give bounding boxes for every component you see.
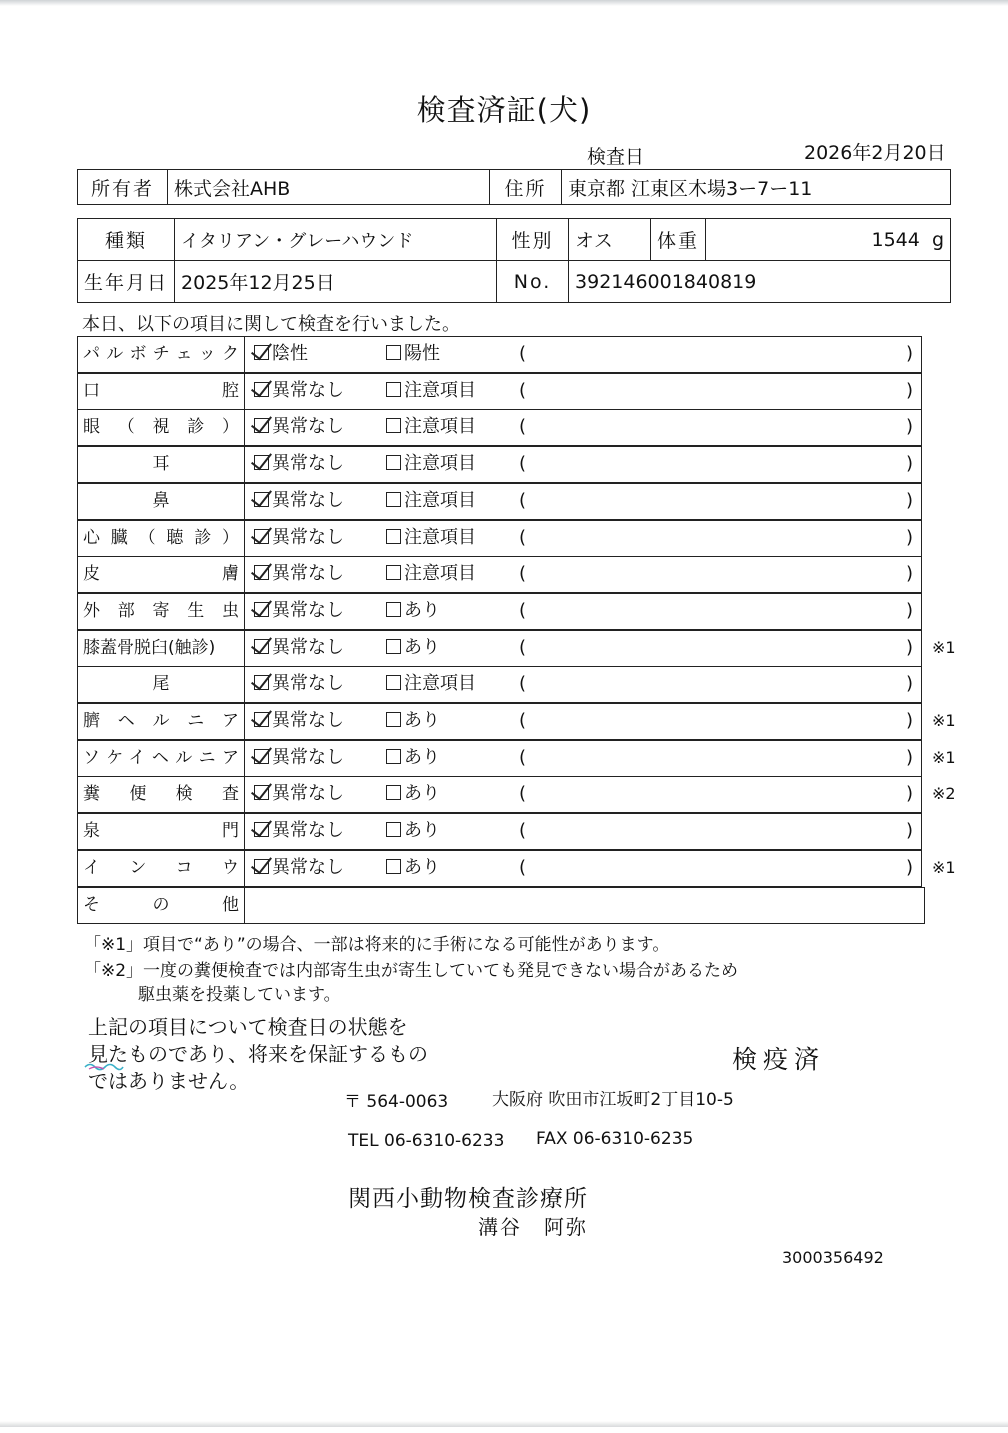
exam-item-name: 心臓（聴診） [78,521,245,556]
footnote-marker: ※1 [932,711,956,730]
exam-item-row [77,776,956,813]
remark-open-paren: ( [519,526,527,548]
address-value: 東京都 江東区木場3ー7ー11 [562,170,951,205]
checkbox-icon[interactable] [386,859,401,874]
checkbox-icon[interactable] [386,565,401,580]
exam-item-row [77,593,922,630]
option-normal[interactable] [254,594,344,628]
exam-item-row [77,373,922,410]
exam-item-name: 鼻 [78,484,245,519]
option-normal-label: 異常なし [272,636,344,658]
checkbox-icon[interactable] [386,345,401,360]
sex-label: 性別 [497,219,569,261]
footnote-2a: 「※2」一度の糞便検査では内部寄生虫が寄生していても発見できない場合があるため [84,961,739,981]
option-abnormal[interactable] [386,667,476,701]
option-normal-label: 異常なし [272,746,344,768]
checkbox-icon[interactable] [386,785,401,800]
footnote-2b: 駆虫薬を投薬しています。 [138,985,341,1005]
option-normal-label: 異常なし [272,453,344,475]
remark-open-paren: ( [519,636,527,658]
no-label: No. [497,261,569,303]
remark-close-paren: ) [905,856,913,878]
exam-item-row [77,446,922,483]
exam-item-row [77,556,922,593]
exam-item-name: 膝蓋骨脱臼(触診) [78,631,245,666]
option-normal[interactable] [254,777,344,811]
remark-open-paren: ( [519,453,527,475]
option-normal-label: 異常なし [272,783,344,805]
checkbox-icon[interactable] [386,822,401,837]
birth-label: 生年月日 [78,261,175,303]
option-normal-label: 異常なし [272,526,344,548]
option-abnormal-label: 陽性 [404,343,440,364]
exam-item-row [77,703,956,740]
remark-close-paren: ) [905,783,913,805]
option-normal-label: 異常なし [272,820,344,842]
remark-open-paren: ( [519,599,527,621]
no-value: 392146001840819 [569,261,951,303]
option-normal-label: 異常なし [272,856,344,878]
footnote-marker: ※1 [932,637,956,657]
footnote-marker: ※2 [932,784,956,804]
option-abnormal-label: あり [404,820,440,842]
other-label: その他 [78,888,245,923]
exam-item-row [77,483,922,520]
exam-item-row [77,409,922,446]
option-normal[interactable] [254,521,344,555]
checkbox-icon[interactable] [254,749,269,764]
option-abnormal[interactable] [386,851,440,885]
checkbox-icon[interactable] [254,529,269,544]
option-normal-label: 異常なし [272,673,344,695]
scan-bottom-edge [0,1421,1008,1427]
option-normal[interactable] [254,484,344,518]
exam-item-name: 皮膚 [78,557,245,592]
option-normal[interactable] [254,631,344,665]
checkbox-icon[interactable] [254,565,269,580]
checkbox-icon[interactable] [386,492,401,507]
remark-close-paren: ) [905,379,913,401]
footnote-marker: ※1 [932,857,956,877]
checkbox-icon[interactable] [386,418,401,433]
remark-open-paren: ( [519,343,527,364]
weight-unit: g [931,228,944,251]
exam-item-row [77,813,922,850]
option-abnormal[interactable] [386,374,476,408]
sex-value: オス [569,219,651,261]
exam-item-name: インコウ [78,851,245,886]
option-normal[interactable] [254,851,344,885]
exam-item-name: 眼（視診） [78,410,245,445]
checkbox-icon[interactable] [254,639,269,654]
checkbox-icon[interactable] [254,492,269,507]
remark-close-paren: ) [905,746,913,768]
checkbox-icon[interactable] [254,345,269,360]
option-abnormal[interactable] [386,814,440,848]
checkbox-icon[interactable] [254,602,269,617]
pet-table [77,218,951,303]
breed-label: 種類 [78,219,175,261]
option-abnormal[interactable] [386,521,476,555]
exam-date-label: 検査日 [587,146,645,168]
remark-close-paren: ) [905,343,913,364]
document-number: 3000356492 [782,1248,884,1267]
exam-item-row [77,630,956,667]
option-normal[interactable] [254,814,344,848]
remark-close-paren: ) [905,526,913,548]
checkbox-icon[interactable] [254,785,269,800]
remark-open-paren: ( [519,820,527,842]
remark-open-paren: ( [519,379,527,401]
clinic-person: 溝谷 阿弥 [478,1215,588,1239]
checkbox-icon[interactable] [386,712,401,727]
birth-value: 2025年12月25日 [175,261,497,303]
exam-item-name: パルボチェック [78,337,245,372]
option-abnormal-label: あり [404,599,440,621]
disclaimer-line-2: 見たものであり、将来を保証するもの [88,1042,428,1066]
option-normal[interactable] [254,741,344,775]
exam-item-row [77,666,922,703]
footnote-1: 「※1」項目で“あり”の場合、一部は将来的に手術になる可能性があります。 [84,935,670,955]
option-normal[interactable] [254,557,344,591]
weight-label: 体重 [651,219,706,261]
option-normal-label: 異常なし [272,599,344,621]
checkbox-icon[interactable] [386,529,401,544]
exam-item-name: 尾 [78,667,245,702]
checkbox-icon[interactable] [254,675,269,690]
option-normal[interactable] [254,667,344,701]
exam-item-row [77,740,956,777]
quarantine-stamp: 検疫済 [732,1045,826,1074]
option-abnormal-label: 注意項目 [404,453,476,475]
exam-item-name: 口腔 [78,374,245,409]
checkbox-icon[interactable] [254,859,269,874]
footnote-marker: ※1 [932,747,956,767]
exam-item-name: 糞便検査 [78,777,245,812]
option-abnormal-label: あり [404,856,440,878]
remark-close-paren: ) [905,416,913,438]
checkbox-icon[interactable] [386,455,401,470]
option-abnormal[interactable] [386,741,440,775]
option-abnormal[interactable] [386,484,476,518]
checkbox-icon[interactable] [386,602,401,617]
option-abnormal-label: 注意項目 [404,673,476,695]
checkbox-icon[interactable] [254,455,269,470]
breed-value: イタリアン・グレーハウンド [175,219,497,261]
option-abnormal-label: 注意項目 [404,489,476,511]
remark-open-paren: ( [519,710,527,731]
disclaimer-line-3: ではありません。 [88,1069,250,1093]
checkbox-icon[interactable] [254,712,269,727]
remark-open-paren: ( [519,746,527,768]
clinic-name: 関西小動物検査診療所 [348,1186,588,1212]
exam-item-name: 泉門 [78,814,245,849]
clinic-postal: 〒 564-0063 [344,1092,449,1112]
other-row [77,887,925,924]
option-normal-label: 異常なし [272,416,344,438]
checkbox-icon[interactable] [386,675,401,690]
option-normal[interactable] [254,704,344,738]
checkbox-icon[interactable] [254,382,269,397]
document-title: 検査済証(犬) [416,93,592,127]
option-abnormal[interactable] [386,704,440,738]
exam-item-row [77,850,956,887]
checkbox-icon[interactable] [386,382,401,397]
option-normal-label: 異常なし [272,710,344,731]
exam-item-name: 外部寄生虫 [78,594,245,629]
option-abnormal-label: あり [404,636,440,658]
option-normal[interactable] [254,374,344,408]
address-label: 住所 [490,170,562,205]
option-normal-label: 異常なし [272,489,344,511]
statement: 本日、以下の項目に関して検査を行いました。 [82,314,460,335]
option-abnormal[interactable] [386,777,440,811]
exam-date: 2026年2月20日 [804,142,946,164]
option-abnormal[interactable] [386,594,440,628]
exam-item-name: ソケイヘルニア [78,741,245,776]
option-abnormal-label: 注意項目 [404,526,476,548]
clinic-fax: FAX 06-6310-6235 [536,1129,694,1149]
scan-top-edge [0,0,1008,6]
exam-item-row [77,336,922,373]
exam-item-name: 耳 [78,447,245,482]
option-abnormal-label: あり [404,710,440,731]
remark-open-paren: ( [519,783,527,805]
option-abnormal-label: 注意項目 [404,416,476,438]
checkbox-icon[interactable] [386,749,401,764]
owner-value: 株式会社AHB [168,170,490,205]
option-abnormal-label: 注意項目 [404,563,476,585]
remark-close-paren: ) [905,636,913,658]
remark-close-paren: ) [905,599,913,621]
option-normal[interactable] [254,337,308,371]
clinic-address: 大阪府 吹田市江坂町2丁目10-5 [492,1090,734,1110]
owner-table [77,169,951,205]
remark-close-paren: ) [905,820,913,842]
remark-open-paren: ( [519,416,527,438]
remark-open-paren: ( [519,856,527,878]
checkbox-icon[interactable] [254,418,269,433]
option-abnormal-label: あり [404,783,440,805]
option-abnormal[interactable] [386,447,476,481]
option-normal[interactable] [254,447,344,481]
exam-item-row [77,520,922,557]
disclaimer-line-1: 上記の項目について検査日の状態を [88,1015,408,1039]
remark-open-paren: ( [519,673,527,695]
checkbox-icon[interactable] [386,639,401,654]
ink-smudge [84,1061,124,1071]
option-abnormal[interactable] [386,557,476,591]
option-abnormal[interactable] [386,410,476,444]
option-normal-label: 異常なし [272,379,344,401]
remark-close-paren: ) [905,563,913,585]
remark-close-paren: ) [905,673,913,695]
remark-close-paren: ) [905,710,913,731]
remark-open-paren: ( [519,489,527,511]
option-abnormal[interactable] [386,631,440,665]
remark-close-paren: ) [905,489,913,511]
remark-open-paren: ( [519,563,527,585]
owner-label: 所有者 [78,170,168,205]
remark-close-paren: ) [905,453,913,475]
weight-cell [706,219,951,261]
option-normal[interactable] [254,410,344,444]
clinic-phone: TEL 06-6310-6233 [348,1131,505,1151]
weight-value: 1544 [871,228,920,251]
exam-item-name: 臍ヘルニア [78,704,245,739]
option-normal-label: 陰性 [272,343,308,364]
checkbox-icon[interactable] [254,822,269,837]
option-abnormal[interactable] [386,337,440,371]
option-abnormal-label: 注意項目 [404,379,476,401]
option-abnormal-label: あり [404,746,440,768]
option-normal-label: 異常なし [272,563,344,585]
